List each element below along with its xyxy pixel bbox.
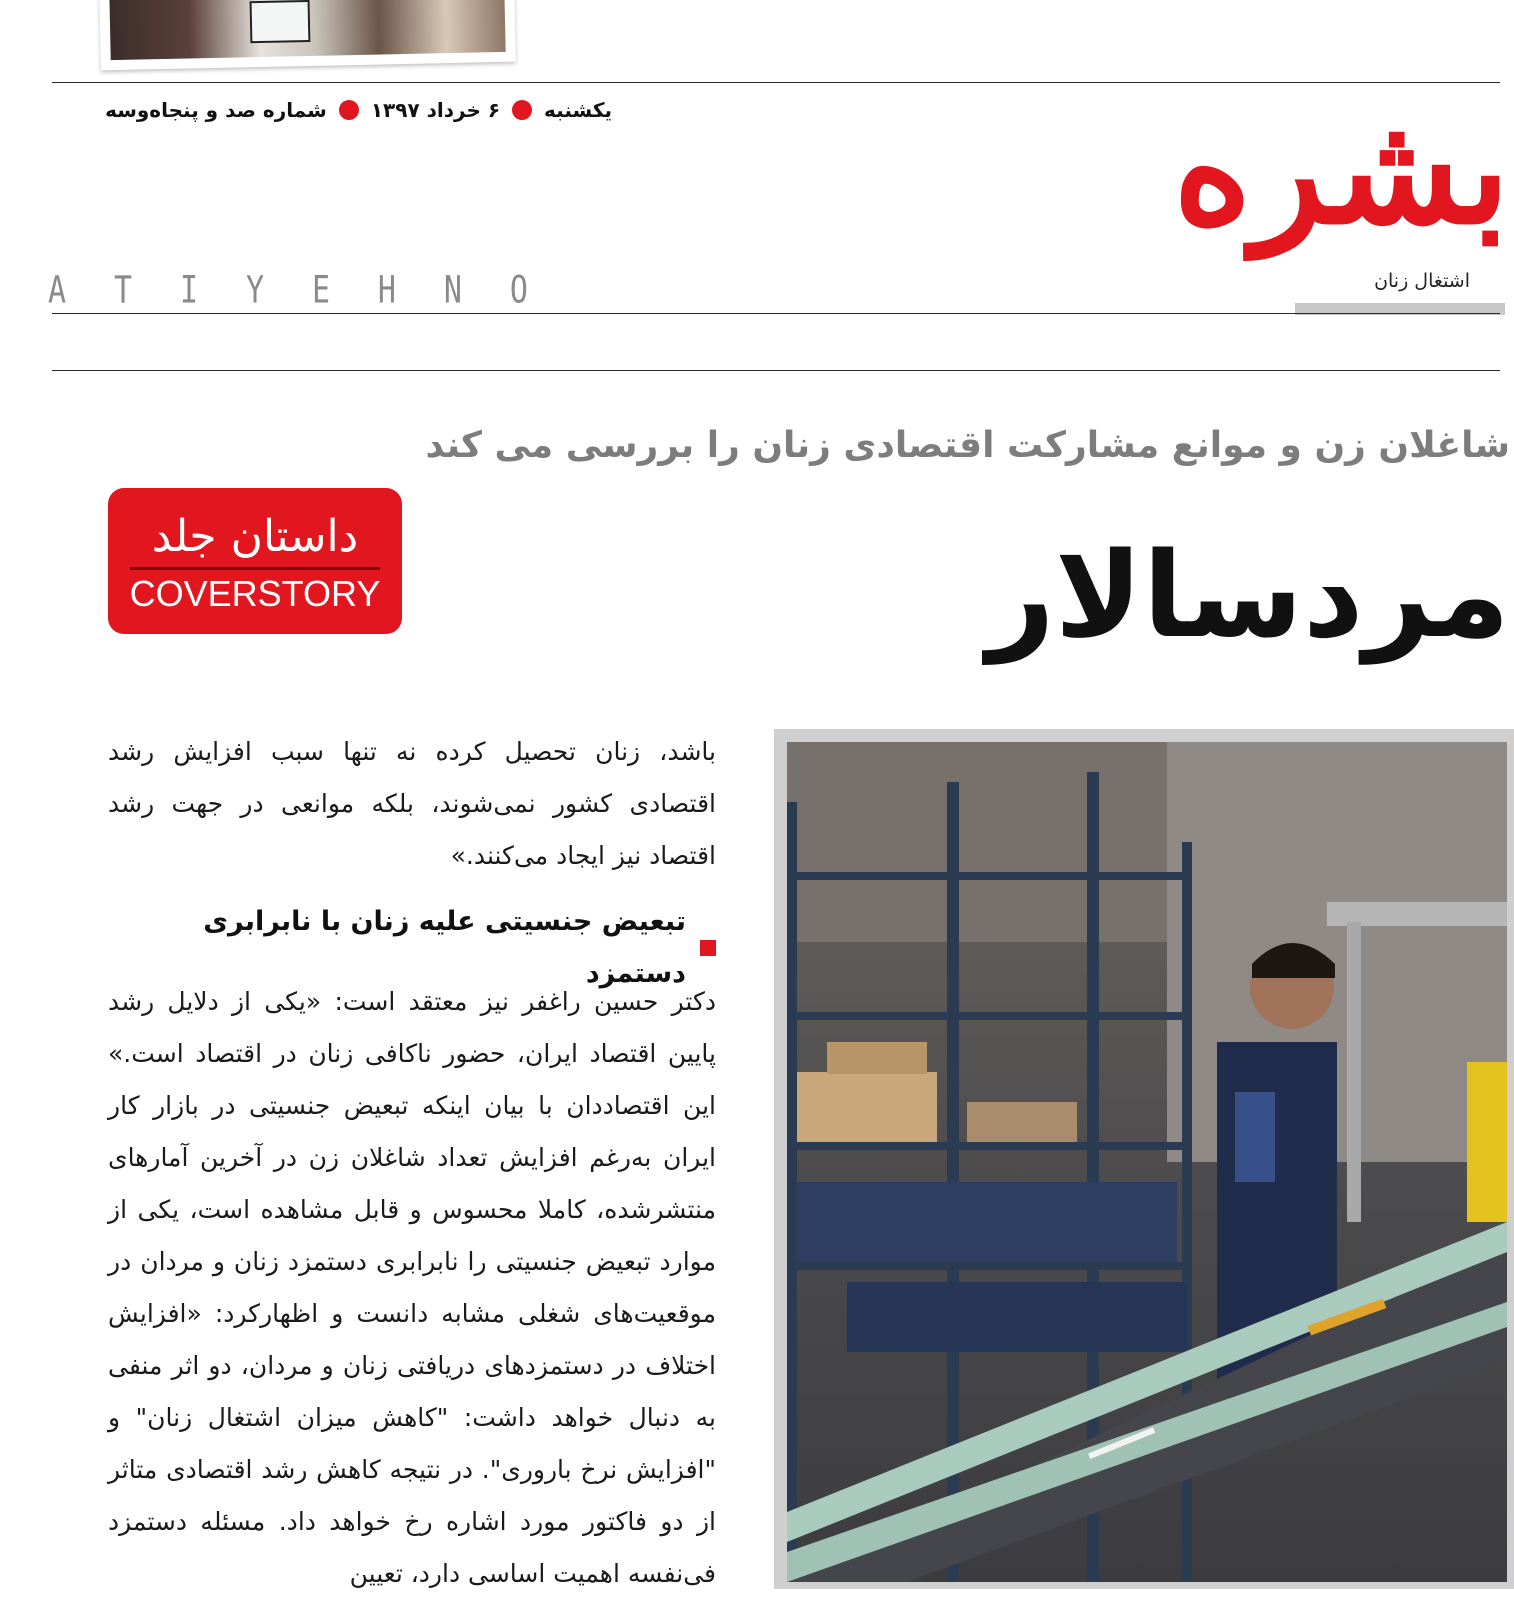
latin-letter: I — [179, 268, 199, 312]
latin-letter: N — [443, 268, 462, 312]
coverstory-badge-fa: داستان جلد — [151, 510, 359, 562]
factory-worker-photo — [787, 742, 1507, 1582]
factory-photo-illustration — [787, 742, 1507, 1582]
article-subheading — [108, 906, 716, 989]
coverstory-badge — [108, 488, 402, 634]
dateline-day: یکشنبه — [544, 98, 612, 122]
article-headline: مردسالار — [986, 526, 1510, 664]
latin-letter: Y — [245, 268, 265, 312]
top-photo — [99, 0, 516, 70]
latin-letter: O — [509, 268, 528, 312]
header-bottom-rule — [52, 313, 1500, 314]
brand-logo: بشره — [1173, 82, 1510, 258]
badge-divider — [130, 567, 380, 570]
laptop-screen-shape — [250, 0, 311, 43]
article-kicker: شاغلان زن و موانع مشارکت اقتصادی زنان را بررسی می کند — [425, 425, 1510, 466]
dateline — [52, 92, 612, 128]
body-paragraph-text: دکتر حسین راغفر نیز معتقد است: «یکی از دلایل رشد پایین اقتصاد ایران، حضور ناکافی زنان در اقتصاد است.» این اقتصاددان با بیان اینکه تبعیض جنسیتی در بازار کار ایران به‌رغم افزایش تعداد شاغلان زن در آخرین آمارهای منتشرشده، کاملا محسوس و قابل مشاهده است، یکی از موارد تبعیض جنسیتی را نابرابری دستمزد زنان و مردان در موقعیت‌های شغلی مشابه دانست و اظهارکرد: «افزایش اختلاف در دستمزدهای دریافتی زنان و مردان، دو اثر منفی به دنبال خواهد داشت: "کاهش میزان اشتغال زنان" و "افزایش نرخ باروری". در نتیجه کاهش رشد اقتصادی متاثر از دو فاکتور مورد اشاره رخ خواهد داد. مسئله دستمزد فی‌نفسه اهمیت اساسی دارد، تعیین — [108, 987, 716, 1588]
intro-paragraph — [108, 726, 716, 882]
latin-letter-row — [48, 265, 528, 315]
subheading-text: تبعیض جنسیتی علیه زنان با نابرابری دستمزد — [203, 906, 686, 989]
section-label: اشتغال زنان — [1374, 270, 1470, 292]
coverstory-badge-en: COVERSTORY — [129, 572, 381, 614]
dateline-date: ۶ خرداد ۱۳۹۷ — [370, 98, 501, 122]
dateline-issue: شماره صد و پنجاه‌وسه — [105, 98, 327, 122]
latin-letter: H — [377, 268, 396, 312]
red-dot-icon — [339, 100, 359, 120]
latin-letter: T — [113, 268, 133, 312]
body-paragraph — [108, 976, 716, 1588]
latin-letter: A — [48, 268, 67, 312]
red-square-icon — [700, 940, 716, 956]
red-dot-icon — [512, 100, 532, 120]
latin-letter: E — [311, 268, 330, 312]
intro-paragraph-text: باشد، زنان تحصیل کرده نه تنها سبب افزایش رشد اقتصادی کشور نمی‌شوند، بلکه موانعی در جهت رشد اقتصاد نیز ایجاد می‌کنند.» — [108, 737, 716, 870]
section-rule — [52, 370, 1500, 371]
